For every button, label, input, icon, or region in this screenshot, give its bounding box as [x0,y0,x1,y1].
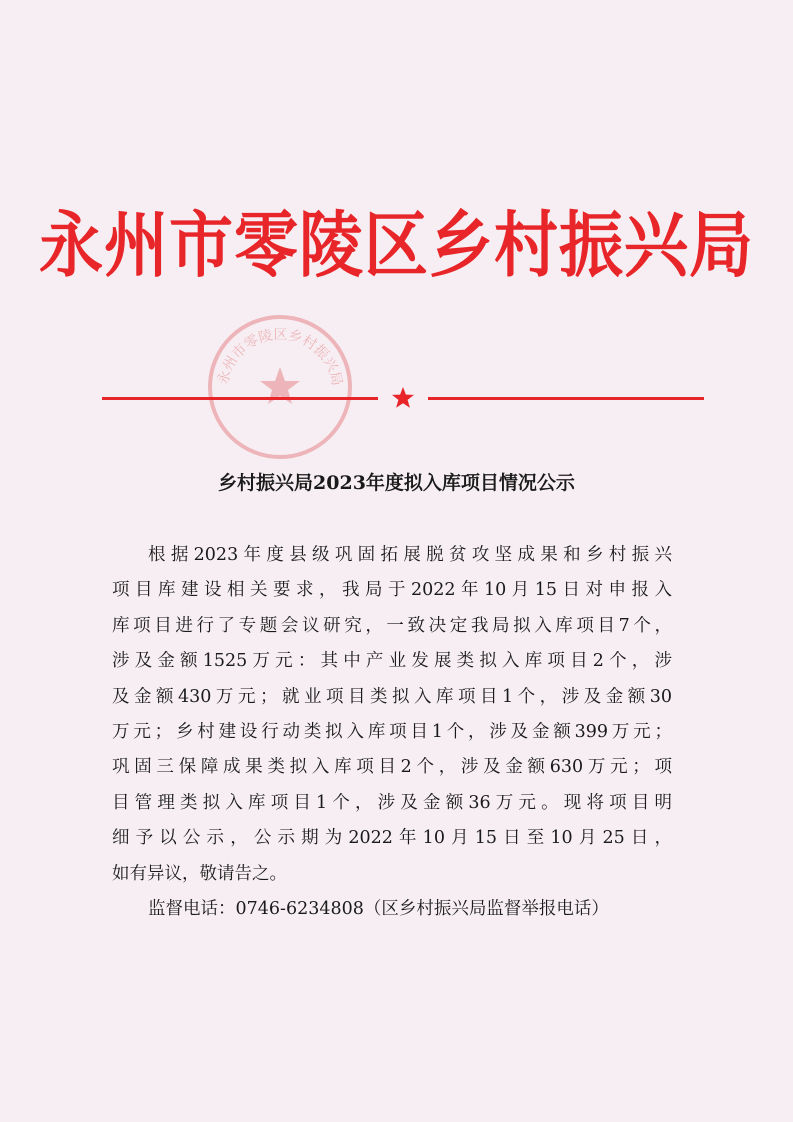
supervision-text: 监督电话：0746-6234808（区乡村振兴局监督举报电话） [148,899,609,920]
official-seal-icon [205,312,355,462]
paragraph-line: 如有异议，敬请告之。 [112,863,287,884]
notice-paragraph [112,538,672,892]
paragraph-line: 及金额430万元；就业项目类拟入库项目1个，涉及金额30 [112,686,672,707]
paragraph-line: 项目库建设相关要求，我局于2022年10月15日对申报入 [112,580,672,601]
paragraph-line: 涉及金额1525万元：其中产业发展类拟入库项目2个，涉 [112,651,672,672]
paragraph-line: 库项目进行了专题会议研究，一致决定我局拟入库项目7个， [112,615,672,636]
document-body [112,538,672,927]
supervision-hotline [112,892,672,927]
document-title: 乡村振兴局2023年度拟入库项目情况公示 [218,472,575,494]
header-rule-right [428,397,704,400]
star-icon [391,386,415,410]
svg-text:永州市零陵区乡村振兴局: 永州市零陵区乡村振兴局 [215,326,345,388]
paragraph-line: 目管理类拟入库项目1个，涉及金额36万元。现将项目明 [112,792,672,813]
paragraph-line: 万元；乡村建设行动类拟入库项目1个，涉及金额399万元； [112,722,672,743]
paragraph-line: 根据2023年度县级巩固拓展脱贫攻坚成果和乡村振兴 [148,545,672,565]
header-rule-left [102,397,378,400]
issuing-org-title: 永州市零陵区乡村振兴局 [39,204,754,288]
paragraph-line: 细予以公示，公示期为2022年10月15日至10月25日， [112,828,672,849]
paragraph-line: 巩固三保障成果类拟入库项目2个，涉及金额630万元；项 [112,757,672,778]
